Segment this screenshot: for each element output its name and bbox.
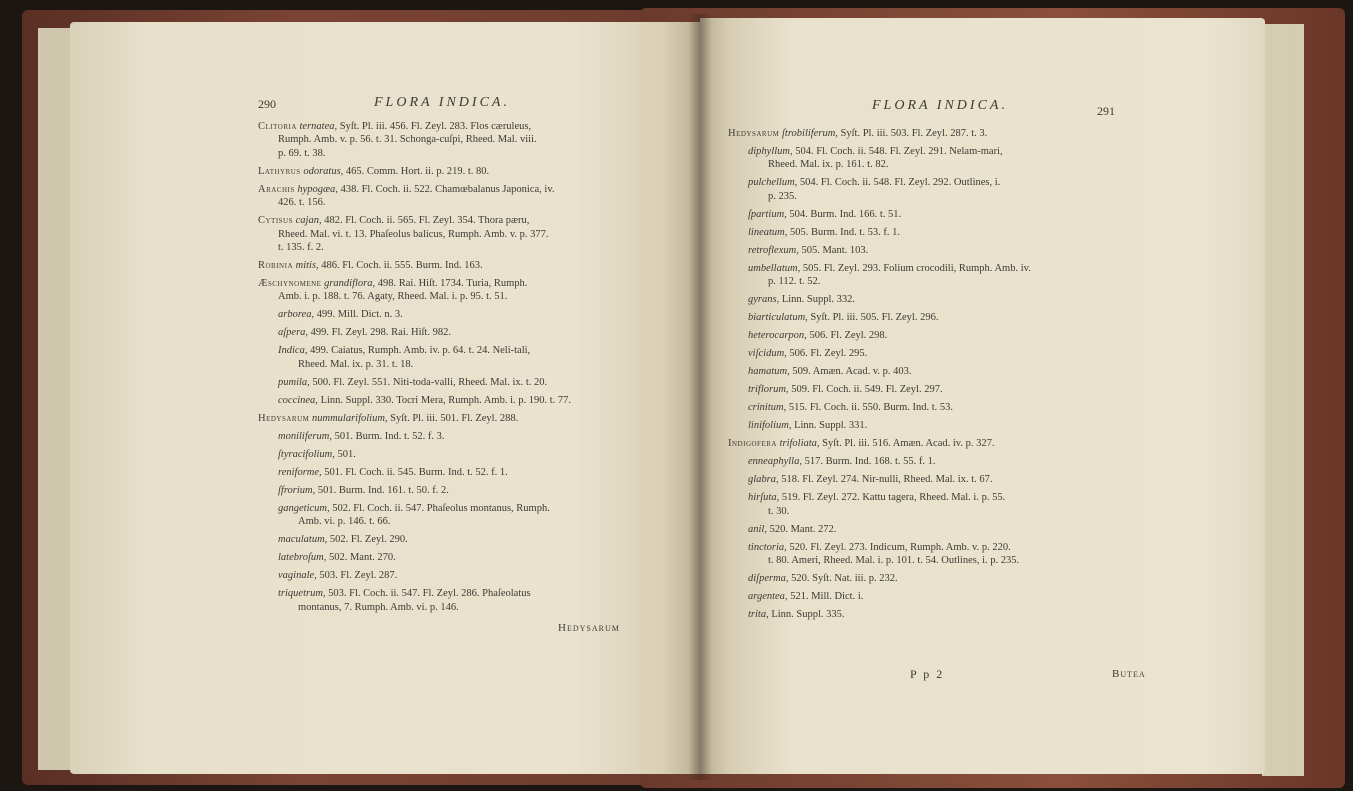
entry-first-line <box>278 448 571 461</box>
species-name: pumila, <box>278 376 310 388</box>
running-head: FLORA INDICA. <box>374 95 510 110</box>
species-name: triquetrum, <box>278 588 326 600</box>
entry-first-line <box>278 430 571 443</box>
entry <box>258 551 571 564</box>
entry-first-line <box>258 165 571 178</box>
entry-first-line <box>728 127 1031 140</box>
entry <box>728 226 1031 239</box>
species-name: retroflexum, <box>748 244 799 256</box>
citation-text: 500. Fl. Zeyl. 551. Niti-toda-valli, Rheed. Mal. ix. t. 20. <box>312 376 548 388</box>
species-name: ſfrorium, <box>278 484 316 496</box>
left-page-edges <box>38 28 74 770</box>
genus-name: Hedysarum <box>258 412 310 424</box>
citation-text: Syſt. Pl. iii. 505. Fl. Zeyl. 296. <box>810 312 939 324</box>
entry <box>728 311 1031 324</box>
entry-first-line <box>748 365 1031 378</box>
entry-first-line <box>748 473 1031 486</box>
citation-text: 515. Fl. Coch. ii. 550. Burm. Ind. t. 53. <box>788 402 954 414</box>
citation-text: 506. Fl. Zeyl. 298. <box>809 330 888 342</box>
citation-continuation: Rheed. Mal. vi. t. 13. Phaſeolus balicus, Rumph. Amb. v. p. 377. <box>278 228 549 240</box>
catchword: Butea <box>1112 668 1146 680</box>
citation-text: 503. Fl. Zeyl. 287. <box>319 570 398 582</box>
entry <box>728 293 1031 306</box>
species-name: gangeticum, <box>278 502 330 514</box>
entry-first-line <box>748 590 1031 603</box>
entry-first-line <box>258 120 571 133</box>
species-name: diphyllum, <box>748 146 793 157</box>
right-page <box>700 18 1265 774</box>
species-name: reniforme, <box>278 466 322 478</box>
species-name: grandiflora, <box>324 278 376 290</box>
entry-first-line <box>748 523 1031 536</box>
genus-name: Clitoria <box>258 121 297 132</box>
entry <box>728 572 1031 585</box>
entry-first-line <box>748 572 1031 585</box>
entry-first-line <box>748 455 1031 468</box>
entry-first-line <box>748 383 1031 396</box>
citation-text: Linn. Suppl. 335. <box>771 609 845 621</box>
entry <box>258 466 571 479</box>
entry-first-line <box>748 244 1031 257</box>
species-name: anil, <box>748 523 767 535</box>
entry-first-line <box>748 541 1031 554</box>
species-name: odoratus, <box>303 165 344 177</box>
entry <box>728 590 1031 603</box>
species-name: arborea, <box>278 309 315 321</box>
citation-text: Linn. Suppl. 331. <box>794 420 868 432</box>
entry-first-line <box>748 208 1031 221</box>
genus-name: Æschynomene <box>258 278 322 290</box>
entry-first-line <box>748 226 1031 239</box>
species-name: biarticulatum, <box>748 312 808 324</box>
page-number: 291 <box>1097 104 1115 118</box>
citation-text: 505. Mant. 103. <box>801 244 869 256</box>
citation-text: Linn. Suppl. 330. Tocri Mera, Rumph. Amb. i. p. 190. t. 77. <box>320 394 572 406</box>
entry <box>258 259 571 272</box>
species-name: ſtrobiliferum, <box>782 128 838 139</box>
species-name: aſpera, <box>278 327 309 339</box>
citation-text: 506. Fl. Zeyl. 295. <box>789 348 868 360</box>
species-name: hypogæa, <box>297 183 338 195</box>
entry <box>728 176 1031 203</box>
citation-text: 501. <box>337 448 356 460</box>
entry <box>258 412 571 425</box>
entry-first-line <box>258 259 571 272</box>
entry-first-line <box>258 214 571 227</box>
citation-continuation: p. 112. t. 52. <box>768 276 821 288</box>
entry <box>258 326 571 339</box>
species-name: argentea, <box>748 591 788 603</box>
citation-text: 499. Mill. Dict. n. 3. <box>316 309 403 321</box>
entry <box>258 165 571 178</box>
citation-text: 504. Fl. Coch. ii. 548. Fl. Zeyl. 291. Nelam-mari, <box>795 146 1003 157</box>
entry-first-line <box>748 419 1031 432</box>
entry <box>728 145 1031 172</box>
citation-text: Syſt. Pl. iii. 501. Fl. Zeyl. 288. <box>390 412 519 424</box>
species-name: Indica, <box>278 345 308 357</box>
citation-continuation: t. 135. f. 2. <box>278 242 324 254</box>
entry-first-line <box>278 551 571 564</box>
citation-continuation: montanus, 7. Rumph. Amb. vi. p. 146. <box>298 601 459 613</box>
genus-name: Indigofera <box>728 438 777 450</box>
citation-text: 509. Amæn. Acad. v. p. 403. <box>792 366 912 378</box>
species-name: trifoliata, <box>779 438 820 450</box>
species-name: pulchellum, <box>748 177 798 189</box>
species-name: glabra, <box>748 474 779 486</box>
citation-text: 501. Burm. Ind. 161. t. 50. f. 2. <box>317 484 449 496</box>
entry-first-line <box>258 277 571 290</box>
citation-text: Syſt. Pl. iii. 456. Fl. Zeyl. 283. Flos cæruleus, <box>339 121 532 132</box>
citation-continuation: t. 80. Ameri, Rheed. Mal. i. p. 101. t. 54. Outlines, i. p. 235. <box>768 555 1020 567</box>
entry <box>258 376 571 389</box>
citation-text: 505. Burm. Ind. t. 53. f. 1. <box>790 226 900 238</box>
citation-continuation: Rumph. Amb. v. p. 56. t. 31. Schonga-cuſpi, Rheed. Mal. viii. <box>278 134 537 146</box>
left-page <box>70 22 702 774</box>
entry <box>728 329 1031 342</box>
entry <box>728 419 1031 432</box>
species-name: nummularifolium, <box>312 412 388 424</box>
species-name: triflorum, <box>748 384 789 396</box>
entry-first-line <box>278 587 571 600</box>
entry <box>728 244 1031 257</box>
genus-name: Arachis <box>258 183 295 195</box>
citation-text: 499. Fl. Zeyl. 298. Rai. Hiſt. 982. <box>310 327 451 339</box>
entry-first-line <box>278 394 571 407</box>
entry <box>258 183 571 210</box>
citation-text: 519. Fl. Zeyl. 272. Kattu tagera, Rheed. Mal. i. p. 55. <box>781 492 1006 504</box>
entry <box>728 383 1031 396</box>
entry-first-line <box>278 326 571 339</box>
species-name: trita, <box>748 609 769 621</box>
entry <box>728 455 1031 468</box>
species-name: moniliferum, <box>278 430 332 442</box>
gutter-shadow <box>688 14 712 780</box>
entry-first-line <box>748 608 1031 621</box>
entry-first-line <box>748 262 1031 275</box>
citation-continuation: Amb. i. p. 188. t. 76. Agaty, Rheed. Mal. i. p. 95. t. 51. <box>278 291 508 303</box>
entry <box>728 262 1031 289</box>
genus-name: Cytisus <box>258 215 294 227</box>
species-name: hamatum, <box>748 366 790 378</box>
entry <box>728 491 1031 518</box>
citation-text: 520. Fl. Zeyl. 273. Indicum, Rumph. Amb. v. p. 220. <box>789 541 1011 553</box>
entry <box>258 120 571 160</box>
citation-text: 502. Fl. Coch. ii. 547. Phaſeolus montanus, Rumph. <box>332 502 550 514</box>
entry <box>258 587 571 614</box>
species-name: ternatea, <box>299 121 338 132</box>
species-name: linifolium, <box>748 420 792 432</box>
citation-text: 505. Fl. Zeyl. 293. Folium crocodili, Rumph. Amb. iv. <box>802 262 1031 274</box>
citation-text: 502. Fl. Zeyl. 290. <box>329 534 408 546</box>
entry <box>728 437 1031 450</box>
entry-first-line <box>748 401 1031 414</box>
citation-continuation: t. 30. <box>768 505 790 517</box>
entry <box>728 365 1031 378</box>
citation-text: 503. Fl. Coch. ii. 547. Fl. Zeyl. 286. Phaſeolatus <box>328 588 531 600</box>
citation-text: 509. Fl. Coch. ii. 549. Fl. Zeyl. 297. <box>791 384 943 396</box>
citation-continuation: Rheed. Mal. ix. p. 161. t. 82. <box>768 159 889 171</box>
entry <box>258 214 571 254</box>
entry <box>258 277 571 304</box>
entry <box>258 430 571 443</box>
citation-continuation: p. 69. t. 38. <box>278 147 326 159</box>
entry-first-line <box>278 344 571 357</box>
species-name: vaginale, <box>278 570 317 582</box>
entry-first-line <box>278 533 571 546</box>
citation-text: 504. Burm. Ind. 166. t. 51. <box>789 208 902 220</box>
citation-text: 502. Mant. 270. <box>328 552 396 564</box>
entry-first-line <box>728 437 1031 450</box>
citation-text: 521. Mill. Dict. i. <box>790 591 864 603</box>
entry-first-line <box>748 176 1031 189</box>
entry <box>258 394 571 407</box>
citation-continuation: Rheed. Mal. ix. p. 31. t. 18. <box>298 358 414 370</box>
entry-first-line <box>748 293 1031 306</box>
entry-first-line <box>748 329 1031 342</box>
citation-text: 486. Fl. Coch. ii. 555. Burm. Ind. 163. <box>321 260 483 272</box>
citation-text: 438. Fl. Coch. ii. 522. Chamœbalanus Japonica, iv. <box>340 183 555 195</box>
citation-text: 498. Rai. Hiſt. 1734. Turia, Rumph. <box>377 278 528 290</box>
entry <box>728 347 1031 360</box>
right-page-edges <box>1262 24 1304 776</box>
genus-name: Robinia <box>258 260 293 272</box>
species-name: gyrans, <box>748 294 780 306</box>
entry <box>258 448 571 461</box>
entry-first-line <box>278 308 571 321</box>
entry-first-line <box>258 183 571 196</box>
entry <box>728 208 1031 221</box>
entry-list <box>728 127 1031 626</box>
entry-first-line <box>748 491 1031 504</box>
citation-text: 501. Fl. Coch. ii. 545. Burm. Ind. t. 52. f. 1. <box>324 466 508 478</box>
entry-first-line <box>278 502 571 515</box>
species-name: enneaphylla, <box>748 456 802 468</box>
species-name: heterocarpon, <box>748 330 807 342</box>
entry <box>258 502 571 529</box>
entry <box>258 344 571 371</box>
entry <box>728 473 1031 486</box>
citation-text: 520. Mant. 272. <box>769 523 837 535</box>
running-head: FLORA INDICA. <box>872 98 1008 113</box>
citation-text: 517. Burm. Ind. 168. t. 55. f. 1. <box>804 456 936 468</box>
species-name: mitis, <box>295 260 319 272</box>
entry-first-line <box>748 347 1031 360</box>
species-name: diſperma, <box>748 573 789 585</box>
entry <box>258 308 571 321</box>
entry <box>728 608 1031 621</box>
species-name: maculatum, <box>278 534 328 546</box>
citation-text: 520. Syſt. Nat. iii. p. 232. <box>791 573 898 585</box>
citation-text: 465. Comm. Hort. ii. p. 219. t. 80. <box>345 165 490 177</box>
entry-first-line <box>278 484 571 497</box>
genus-name: Hedysarum <box>728 128 780 139</box>
citation-text: 499. Caiatus, Rumph. Amb. iv. p. 64. t. 24. Neli-tali, <box>310 345 531 357</box>
entry <box>728 541 1031 568</box>
species-name: ſtyracifolium, <box>278 448 335 460</box>
species-name: cajan, <box>295 215 322 227</box>
page-number: 290 <box>258 97 276 111</box>
species-name: ſpartium, <box>748 208 787 220</box>
entry-first-line <box>278 376 571 389</box>
citation-continuation: Amb. vi. p. 146. t. 66. <box>298 516 391 528</box>
species-name: hirſuta, <box>748 492 780 504</box>
signature-mark: P p 2 <box>910 667 945 681</box>
catchword: Hedysarum <box>558 622 620 634</box>
species-name: latebroſum, <box>278 552 327 564</box>
species-name: coccinea, <box>278 394 318 406</box>
entry-first-line <box>748 145 1031 158</box>
entry-first-line <box>258 412 571 425</box>
entry <box>728 127 1031 140</box>
entry <box>258 484 571 497</box>
genus-name: Lathyrus <box>258 165 301 177</box>
citation-continuation: 426. t. 156. <box>278 197 326 209</box>
entry-first-line <box>278 569 571 582</box>
entry <box>728 523 1031 536</box>
citation-text: Syſt. Pl. iii. 503. Fl. Zeyl. 287. t. 3. <box>840 128 988 139</box>
citation-text: 504. Fl. Coch. ii. 548. Fl. Zeyl. 292. Outlines, i. <box>799 177 1001 189</box>
citation-text: 501. Burm. Ind. t. 52. f. 3. <box>334 430 445 442</box>
species-name: umbellatum, <box>748 262 801 274</box>
species-name: lineatum, <box>748 226 788 238</box>
species-name: crinitum, <box>748 402 787 414</box>
entry-first-line <box>748 311 1031 324</box>
citation-text: Syſt. Pl. iii. 516. Amæn. Acad. iv. p. 327. <box>822 438 995 450</box>
entry <box>258 569 571 582</box>
citation-text: Linn. Suppl. 332. <box>781 294 856 306</box>
entry-first-line <box>278 466 571 479</box>
entry <box>728 401 1031 414</box>
species-name: viſcidum, <box>748 348 787 360</box>
species-name: tinctoria, <box>748 541 787 553</box>
citation-text: 482. Fl. Coch. ii. 565. Fl. Zeyl. 354. Thora pæru, <box>324 215 530 227</box>
citation-text: 518. Fl. Zeyl. 274. Nir-nulli, Rheed. Mal. ix. t. 67. <box>781 474 993 486</box>
citation-continuation: p. 235. <box>768 190 797 202</box>
entry <box>258 533 571 546</box>
entry-list <box>258 120 571 619</box>
